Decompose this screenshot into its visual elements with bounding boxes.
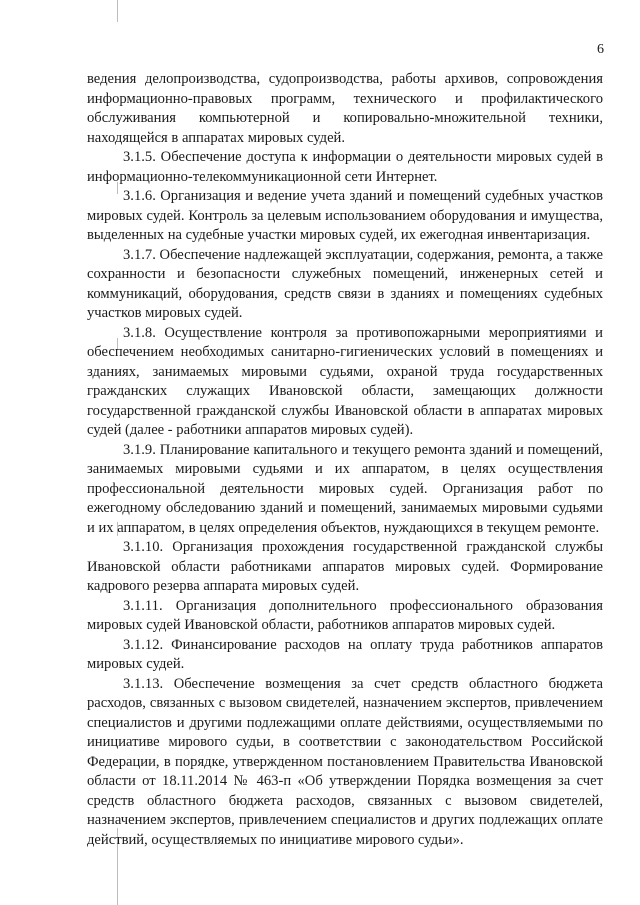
paragraph-3-1-9: 3.1.9. Планирование капитального и текущего ремонта зданий и помещений, занимаемых мировыми судьями и их аппаратом, в целях осуществления профессиональной деятельности мировых судей. Организация работ по ежегодному обследованию зданий и помещений, занимаемых мировыми судьями и их аппаратом, в целях определения объектов, нуждающихся в текущем ремонте. bbox=[87, 441, 603, 536]
paragraph-continuation: ведения делопроизводства, судопроизводства, работы архивов, сопровождения информационно-правовых программ, технического и профилактического обслуживания компьютерной и копировально-множительной техники, находящейся в аппаратах мировых судей. bbox=[87, 71, 603, 146]
paragraph-3-1-11: 3.1.11. Организация дополнительного профессионального образования мировых судей Ивановской области, работников аппаратов мировых судей. bbox=[87, 597, 603, 633]
paragraph-3-1-8: 3.1.8. Осуществление контроля за противопожарными мероприятиями и обеспечением необходимых санитарно-гигиенических условий в помещениях и зданиях, занимаемых мировыми судьями, охраной труда государственных гражданских служащих Ивановской области, замещающих должности государственной гражданской службы Ивановской области в аппаратах мировых судей (далее - работники аппаратов мировых судей). bbox=[87, 324, 603, 438]
paragraph-3-1-6: 3.1.6. Организация и ведение учета зданий и помещений судебных участков мировых судей. Контроль за целевым использованием оборудования и имущества, выделенных на судебные участки мировых судей, их ежегодная инвентаризация. bbox=[87, 188, 603, 243]
paragraph-3-1-10: 3.1.10. Организация прохождения государственной гражданской службы Ивановской области работниками аппаратов мировых судей. Формирование кадрового резерва аппарата мировых судей. bbox=[87, 539, 603, 594]
paragraph-3-1-7: 3.1.7. Обеспечение надлежащей эксплуатации, содержания, ремонта, а также сохранности и безопасности служебных помещений, инженерных сетей и коммуникаций, оборудования, средств связи в зданиях и помещениях судебных участков мировых судей. bbox=[87, 246, 603, 321]
document-body bbox=[87, 70, 603, 850]
paragraph-3-1-12: 3.1.12. Финансирование расходов на оплату труда работников аппаратов мировых судей. bbox=[87, 636, 603, 672]
page-number: 6 bbox=[597, 42, 604, 57]
margin-mark bbox=[117, 0, 118, 22]
paragraph-3-1-13: 3.1.13. Обеспечение возмещения за счет средств областного бюджета расходов, связанных с вызовом свидетелей, назначением экспертов, привлечением специалистов и другими подлежащими оплате действиями, осуществляемыми по инициативе мирового судьи, в соответствии с законодательством Российской Федерации, в порядке, утвержденном постановлением Правительства Ивановской области от 18.11.2014 № 463-п «Об утверждении Порядка возмещения за счет средств областного бюджета расходов, связанных с вызовом свидетелей, назначением экспертов, привлечением специалистов и других подлежащих оплате действий, осуществляемых по инициативе мирового судьи». bbox=[87, 675, 603, 848]
paragraph-3-1-5: 3.1.5. Обеспечение доступа к информации о деятельности мировых судей в информационно-телекоммуникационной сети Интернет. bbox=[87, 149, 603, 185]
